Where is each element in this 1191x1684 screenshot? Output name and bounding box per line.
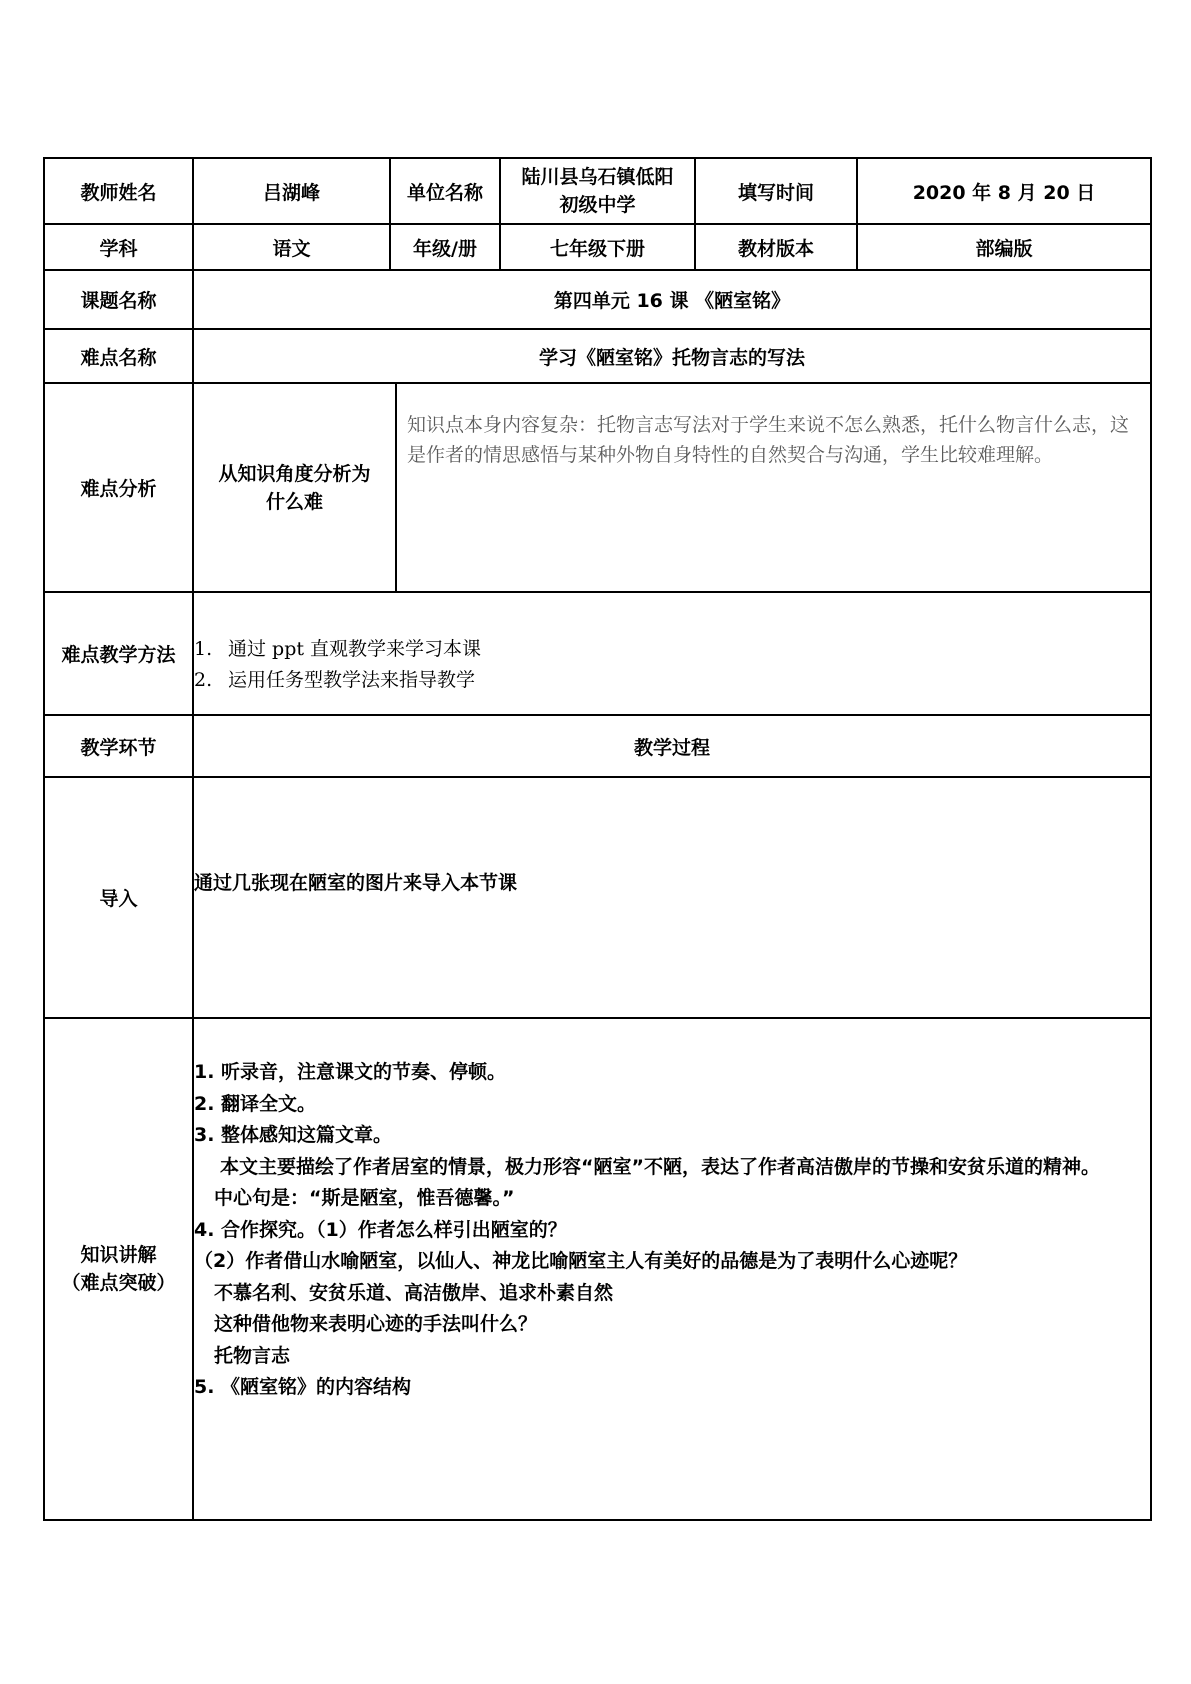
row-intro bbox=[44, 777, 1151, 1018]
knowledge-label bbox=[44, 1018, 193, 1520]
unit-label: 单位名称 bbox=[390, 158, 500, 224]
analysis-cell bbox=[193, 383, 1151, 592]
grade-label: 年级/册 bbox=[390, 224, 500, 270]
knowledge-label-line1: 知识讲解 bbox=[80, 1244, 157, 1266]
subject-label: 学科 bbox=[44, 224, 193, 270]
knowledge-line: 5. 《陋室铭》的内容结构 bbox=[194, 1376, 412, 1398]
knowledge-line: 本文主要描绘了作者居室的情景，极力形容“陋室”不陋，表达了作者高洁傲岸的节操和安贫乐道的精神。 bbox=[220, 1155, 1100, 1178]
teacher-value: 吕湖峰 bbox=[193, 158, 390, 224]
knowledge-line: 2. 翻译全文。 bbox=[194, 1092, 317, 1115]
row-subject bbox=[44, 224, 1151, 270]
knowledge-label-line2: （难点突破） bbox=[61, 1272, 176, 1294]
edition-label: 教材版本 bbox=[695, 224, 857, 270]
knowledge-content bbox=[193, 1018, 1151, 1520]
knowledge-line: 不慕名利、安贫乐道、高洁傲岸、追求朴素自然 bbox=[214, 1281, 614, 1304]
methods-item-num: 1. bbox=[194, 637, 213, 660]
difficulty-label: 难点名称 bbox=[44, 329, 193, 383]
topic-value: 第四单元 16 课 《陋室铭》 bbox=[193, 270, 1151, 329]
analysis-sub-label bbox=[194, 384, 397, 591]
difficulty-value: 学习《陋室铭》托物言志的写法 bbox=[193, 329, 1151, 383]
methods-item-num: 2. bbox=[194, 668, 213, 691]
grade-value: 七年级下册 bbox=[500, 224, 695, 270]
methods-label: 难点教学方法 bbox=[44, 592, 193, 715]
analysis-sub-label-line1: 从知识角度分析为 bbox=[218, 462, 371, 485]
fill-time-value: 2020 年 8 月 20 日 bbox=[857, 158, 1151, 224]
process-label: 教学过程 bbox=[193, 715, 1151, 777]
methods-item bbox=[194, 634, 1150, 665]
topic-label: 课题名称 bbox=[44, 270, 193, 329]
subject-value: 语文 bbox=[193, 224, 390, 270]
row-difficulty bbox=[44, 329, 1151, 383]
teacher-label: 教师姓名 bbox=[44, 158, 193, 224]
unit-value bbox=[500, 158, 695, 224]
intro-text: 通过几张现在陋室的图片来导入本节课 bbox=[193, 777, 1151, 1018]
fill-time-label: 填写时间 bbox=[695, 158, 857, 224]
knowledge-line: 托物言志 bbox=[214, 1344, 291, 1367]
analysis-label: 难点分析 bbox=[44, 383, 193, 592]
unit-value-line1: 陆川县乌石镇低阳 bbox=[521, 166, 674, 188]
analysis-text: 知识点本身内容复杂：托物言志写法对于学生来说不怎么熟悉，托什么物言什么志，这是作者的情思感悟与某种外物自身特性的自然契合与沟通，学生比较难理解。 bbox=[407, 414, 1130, 466]
knowledge-line: 4. 合作探究。（1）作者怎么样引出陋室的？ bbox=[194, 1218, 567, 1241]
knowledge-line: 这种借他物来表明心迹的手法叫什么？ bbox=[214, 1313, 538, 1335]
edition-value: 部编版 bbox=[857, 224, 1151, 270]
analysis-sub-label-line2: 什么难 bbox=[265, 490, 323, 513]
row-analysis bbox=[44, 383, 1151, 592]
row-teacher bbox=[44, 158, 1151, 224]
knowledge-line: 3. 整体感知这篇文章。 bbox=[194, 1124, 393, 1146]
methods-item-text: 通过 ppt 直观教学来学习本课 bbox=[228, 637, 482, 660]
row-methods bbox=[44, 592, 1151, 715]
methods-item bbox=[194, 665, 1150, 696]
lesson-plan-table bbox=[43, 157, 1152, 1521]
row-knowledge bbox=[44, 1018, 1151, 1520]
knowledge-line: （2）作者借山水喻陋室，以仙人、神龙比喻陋室主人有美好的品德是为了表明什么心迹呢？ bbox=[194, 1250, 968, 1272]
methods-item-text: 运用任务型教学法来指导教学 bbox=[228, 668, 476, 691]
knowledge-line: 中心句是：“斯是陋室，惟吾德馨。” bbox=[214, 1187, 515, 1209]
row-topic bbox=[44, 270, 1151, 329]
row-process-header bbox=[44, 715, 1151, 777]
process-stage-label: 教学环节 bbox=[44, 715, 193, 777]
knowledge-line: 1. 听录音，注意课文的节奏、停顿。 bbox=[194, 1061, 507, 1083]
intro-label: 导入 bbox=[44, 777, 193, 1018]
methods-list bbox=[193, 592, 1151, 715]
unit-value-line2: 初级中学 bbox=[559, 194, 636, 216]
